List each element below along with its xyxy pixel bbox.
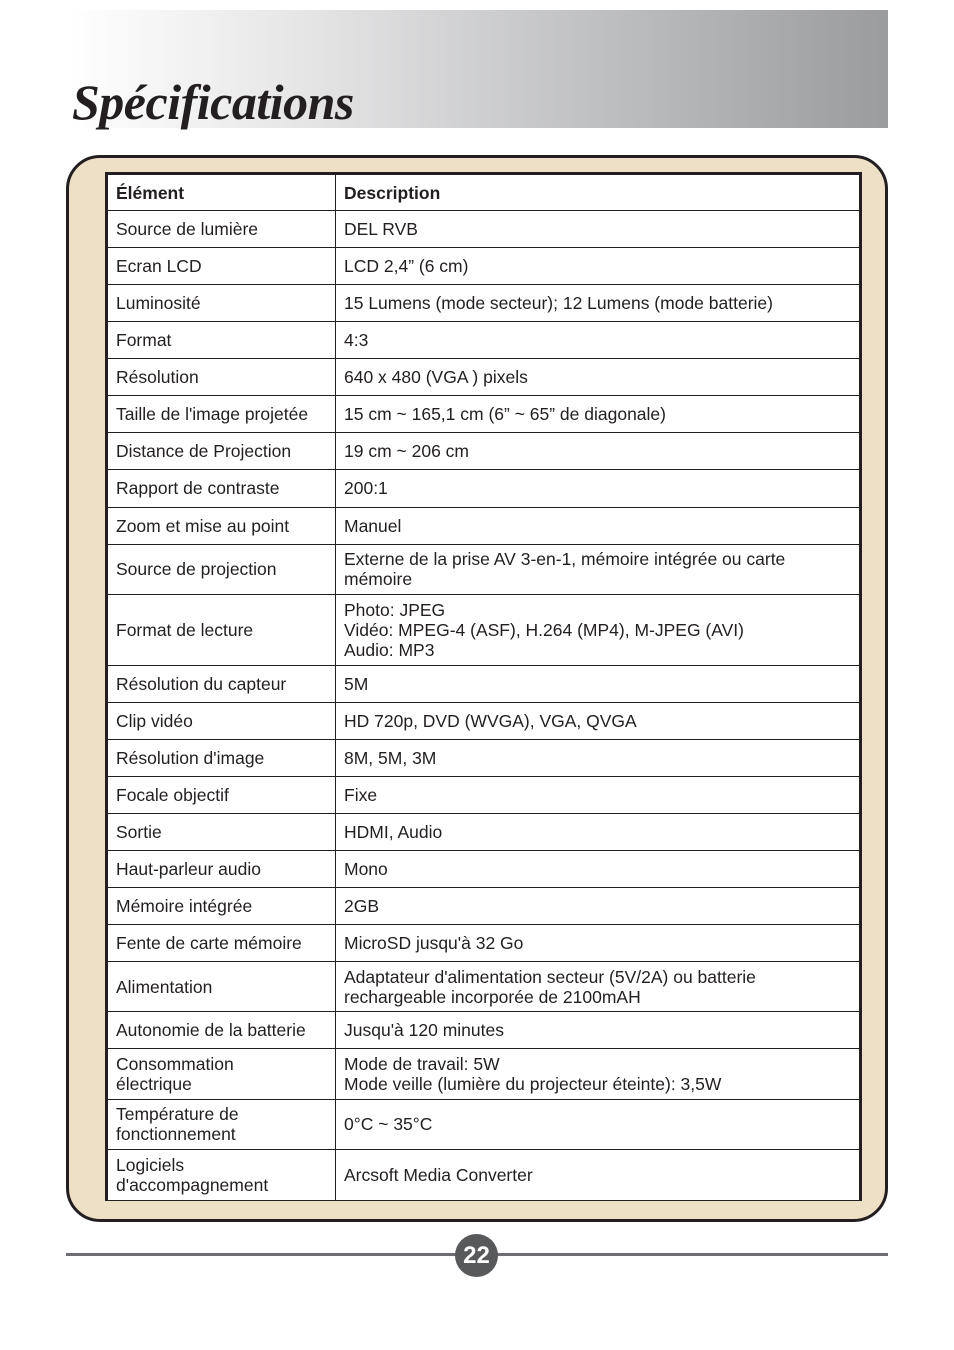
spec-value-cell [336,851,861,888]
spec-value-cell [336,544,861,594]
spec-key-line: d'accompagnement [116,1174,269,1195]
spec-value-cell [336,1099,861,1149]
spec-key-cell [107,814,336,851]
spec-value-cell [336,322,861,359]
spec-value-line: Manuel [344,515,402,536]
spec-key-line: Consommation [116,1054,234,1074]
spec-table-body [107,211,861,1201]
spec-key-line: Format [116,330,172,351]
table-row [107,665,861,702]
table-row [107,507,861,544]
table-row [107,851,861,888]
spec-key-line: Zoom et mise au point [116,515,290,536]
spec-value-line: rechargeable incorporée de 2100mAH [344,986,641,1007]
spec-key-line: Focale objectif [116,785,229,806]
spec-value-cell [336,433,861,470]
spec-value-line: LCD 2,4” (6 cm) [344,256,469,277]
spec-key-line: Résolution du capteur [116,673,287,694]
spec-value-cell [336,925,861,962]
spec-key-line: Rapport de contraste [116,478,280,499]
spec-value-cell [336,594,861,665]
spec-key-cell [107,396,336,433]
spec-value-line: 5M [344,673,369,694]
spec-key-line: Résolution [116,367,199,388]
spec-value-cell [336,665,861,702]
table-row [107,359,861,396]
spec-key-cell [107,665,336,702]
spec-key-line: Sortie [116,822,162,843]
spec-value-line: 200:1 [344,478,388,499]
table-row [107,776,861,813]
spec-value-line: DEL RVB [344,219,418,240]
table-row [107,739,861,776]
spec-key-cell [107,1012,336,1049]
spec-key-line: Clip vidéo [116,710,193,731]
spec-value-line: 4:3 [344,330,369,351]
spec-key-line: Format de lecture [116,619,254,640]
spec-value-cell [336,507,861,544]
spec-key-line: Fente de carte mémoire [116,933,302,954]
spec-key-line: Résolution d'image [116,747,265,768]
spec-value-cell [336,1012,861,1049]
spec-key-line: Haut-parleur audio [116,859,261,880]
table-row [107,211,861,248]
table-row [107,544,861,594]
spec-value-cell [336,1149,861,1200]
page-title: Spécifications [72,74,354,130]
spec-value-line: 15 cm ~ 165,1 cm (6” ~ 65” de diagonale) [344,404,666,425]
table-row [107,962,861,1012]
spec-value-cell [336,396,861,433]
spec-key-cell [107,776,336,813]
spec-key-cell [107,925,336,962]
spec-value-line: 2GB [344,896,380,917]
table-row [107,470,861,507]
spec-value-line: mémoire [344,569,413,590]
spec-value-line: Mono [344,859,388,880]
spec-key-line: Taille de l'image projetée [116,404,309,425]
spec-value-line: Photo: JPEG [344,599,446,620]
spec-key-line: Source de lumière [116,219,259,240]
table-row [107,814,861,851]
column-header-element: Élément [107,174,336,211]
table-row [107,925,861,962]
spec-value-line: Jusqu'à 120 minutes [344,1020,504,1041]
spec-key-cell [107,1149,336,1200]
spec-key-cell [107,285,336,322]
spec-key-line: Mémoire intégrée [116,896,253,917]
spec-value-cell [336,962,861,1012]
table-row [107,1012,861,1049]
spec-key-cell [107,359,336,396]
spec-value-line: Audio: MP3 [344,639,435,660]
spec-value-cell [336,359,861,396]
spec-key-line: Alimentation [116,976,213,997]
spec-value-line: HD 720p, DVD (WVGA), VGA, QVGA [344,710,637,731]
spec-value-line: HDMI, Audio [344,822,443,843]
spec-key-cell [107,433,336,470]
spec-key-cell [107,888,336,925]
spec-value-line: Mode veille (lumière du projecteur éteinte): 3,5W [344,1074,722,1094]
spec-key-cell [107,594,336,665]
spec-value-cell [336,702,861,739]
spec-value-line: Mode de travail: 5W [344,1054,500,1074]
spec-key-cell [107,470,336,507]
spec-key-line: Logiciels [116,1154,185,1175]
spec-value-cell [336,248,861,285]
table-header-row [107,174,861,211]
table-row [107,1149,861,1200]
table-row [107,702,861,739]
table-row [107,1049,861,1099]
spec-key-cell [107,544,336,594]
spec-key-cell [107,739,336,776]
spec-key-cell [107,322,336,359]
spec-value-line: 19 cm ~ 206 cm [344,441,469,462]
spec-key-cell [107,962,336,1012]
spec-value-line: 640 x 480 (VGA ) pixels [344,367,528,388]
spec-value-line: Arcsoft Media Converter [344,1164,533,1185]
spec-key-line: fonctionnement [116,1124,236,1145]
spec-key-line: Température de [116,1104,239,1125]
spec-key-line: électrique [116,1074,192,1094]
page-number-badge: 22 [455,1234,498,1277]
spec-value-cell [336,776,861,813]
spec-key-cell [107,507,336,544]
spec-key-cell [107,211,336,248]
spec-value-line: 15 Lumens (mode secteur); 12 Lumens (mode batterie) [344,293,773,314]
spec-value-cell [336,814,861,851]
spec-key-line: Distance de Projection [116,441,292,462]
spec-value-line: 8M, 5M, 3M [344,747,437,768]
spec-value-cell [336,888,861,925]
table-row [107,248,861,285]
spec-table [105,172,862,1201]
table-row [107,285,861,322]
table-row [107,1099,861,1149]
column-header-description: Description [336,174,861,211]
spec-key-cell [107,1099,336,1149]
spec-key-cell [107,702,336,739]
spec-value-line: Externe de la prise AV 3-en-1, mémoire intégrée ou carte [344,549,786,570]
table-row [107,433,861,470]
spec-value-cell [336,739,861,776]
spec-value-line: 0°C ~ 35°C [344,1114,433,1135]
spec-value-cell [336,211,861,248]
spec-value-cell [336,285,861,322]
table-row [107,888,861,925]
spec-value-line: Fixe [344,785,378,806]
spec-value-line: Adaptateur d'alimentation secteur (5V/2A) ou batterie [344,966,756,987]
spec-key-line: Luminosité [116,293,201,314]
spec-key-cell [107,1049,336,1099]
spec-key-line: Ecran LCD [116,256,202,277]
table-row [107,396,861,433]
spec-value-cell [336,470,861,507]
spec-value-line: Vidéo: MPEG-4 (ASF), H.264 (MP4), M-JPEG (AVI) [344,619,744,640]
spec-key-line: Source de projection [116,559,277,580]
spec-key-line: Autonomie de la batterie [116,1020,306,1041]
spec-key-cell [107,851,336,888]
spec-key-cell [107,248,336,285]
spec-value-line: MicroSD jusqu'à 32 Go [344,933,524,954]
spec-value-cell [336,1049,861,1099]
table-row [107,322,861,359]
table-row [107,594,861,665]
